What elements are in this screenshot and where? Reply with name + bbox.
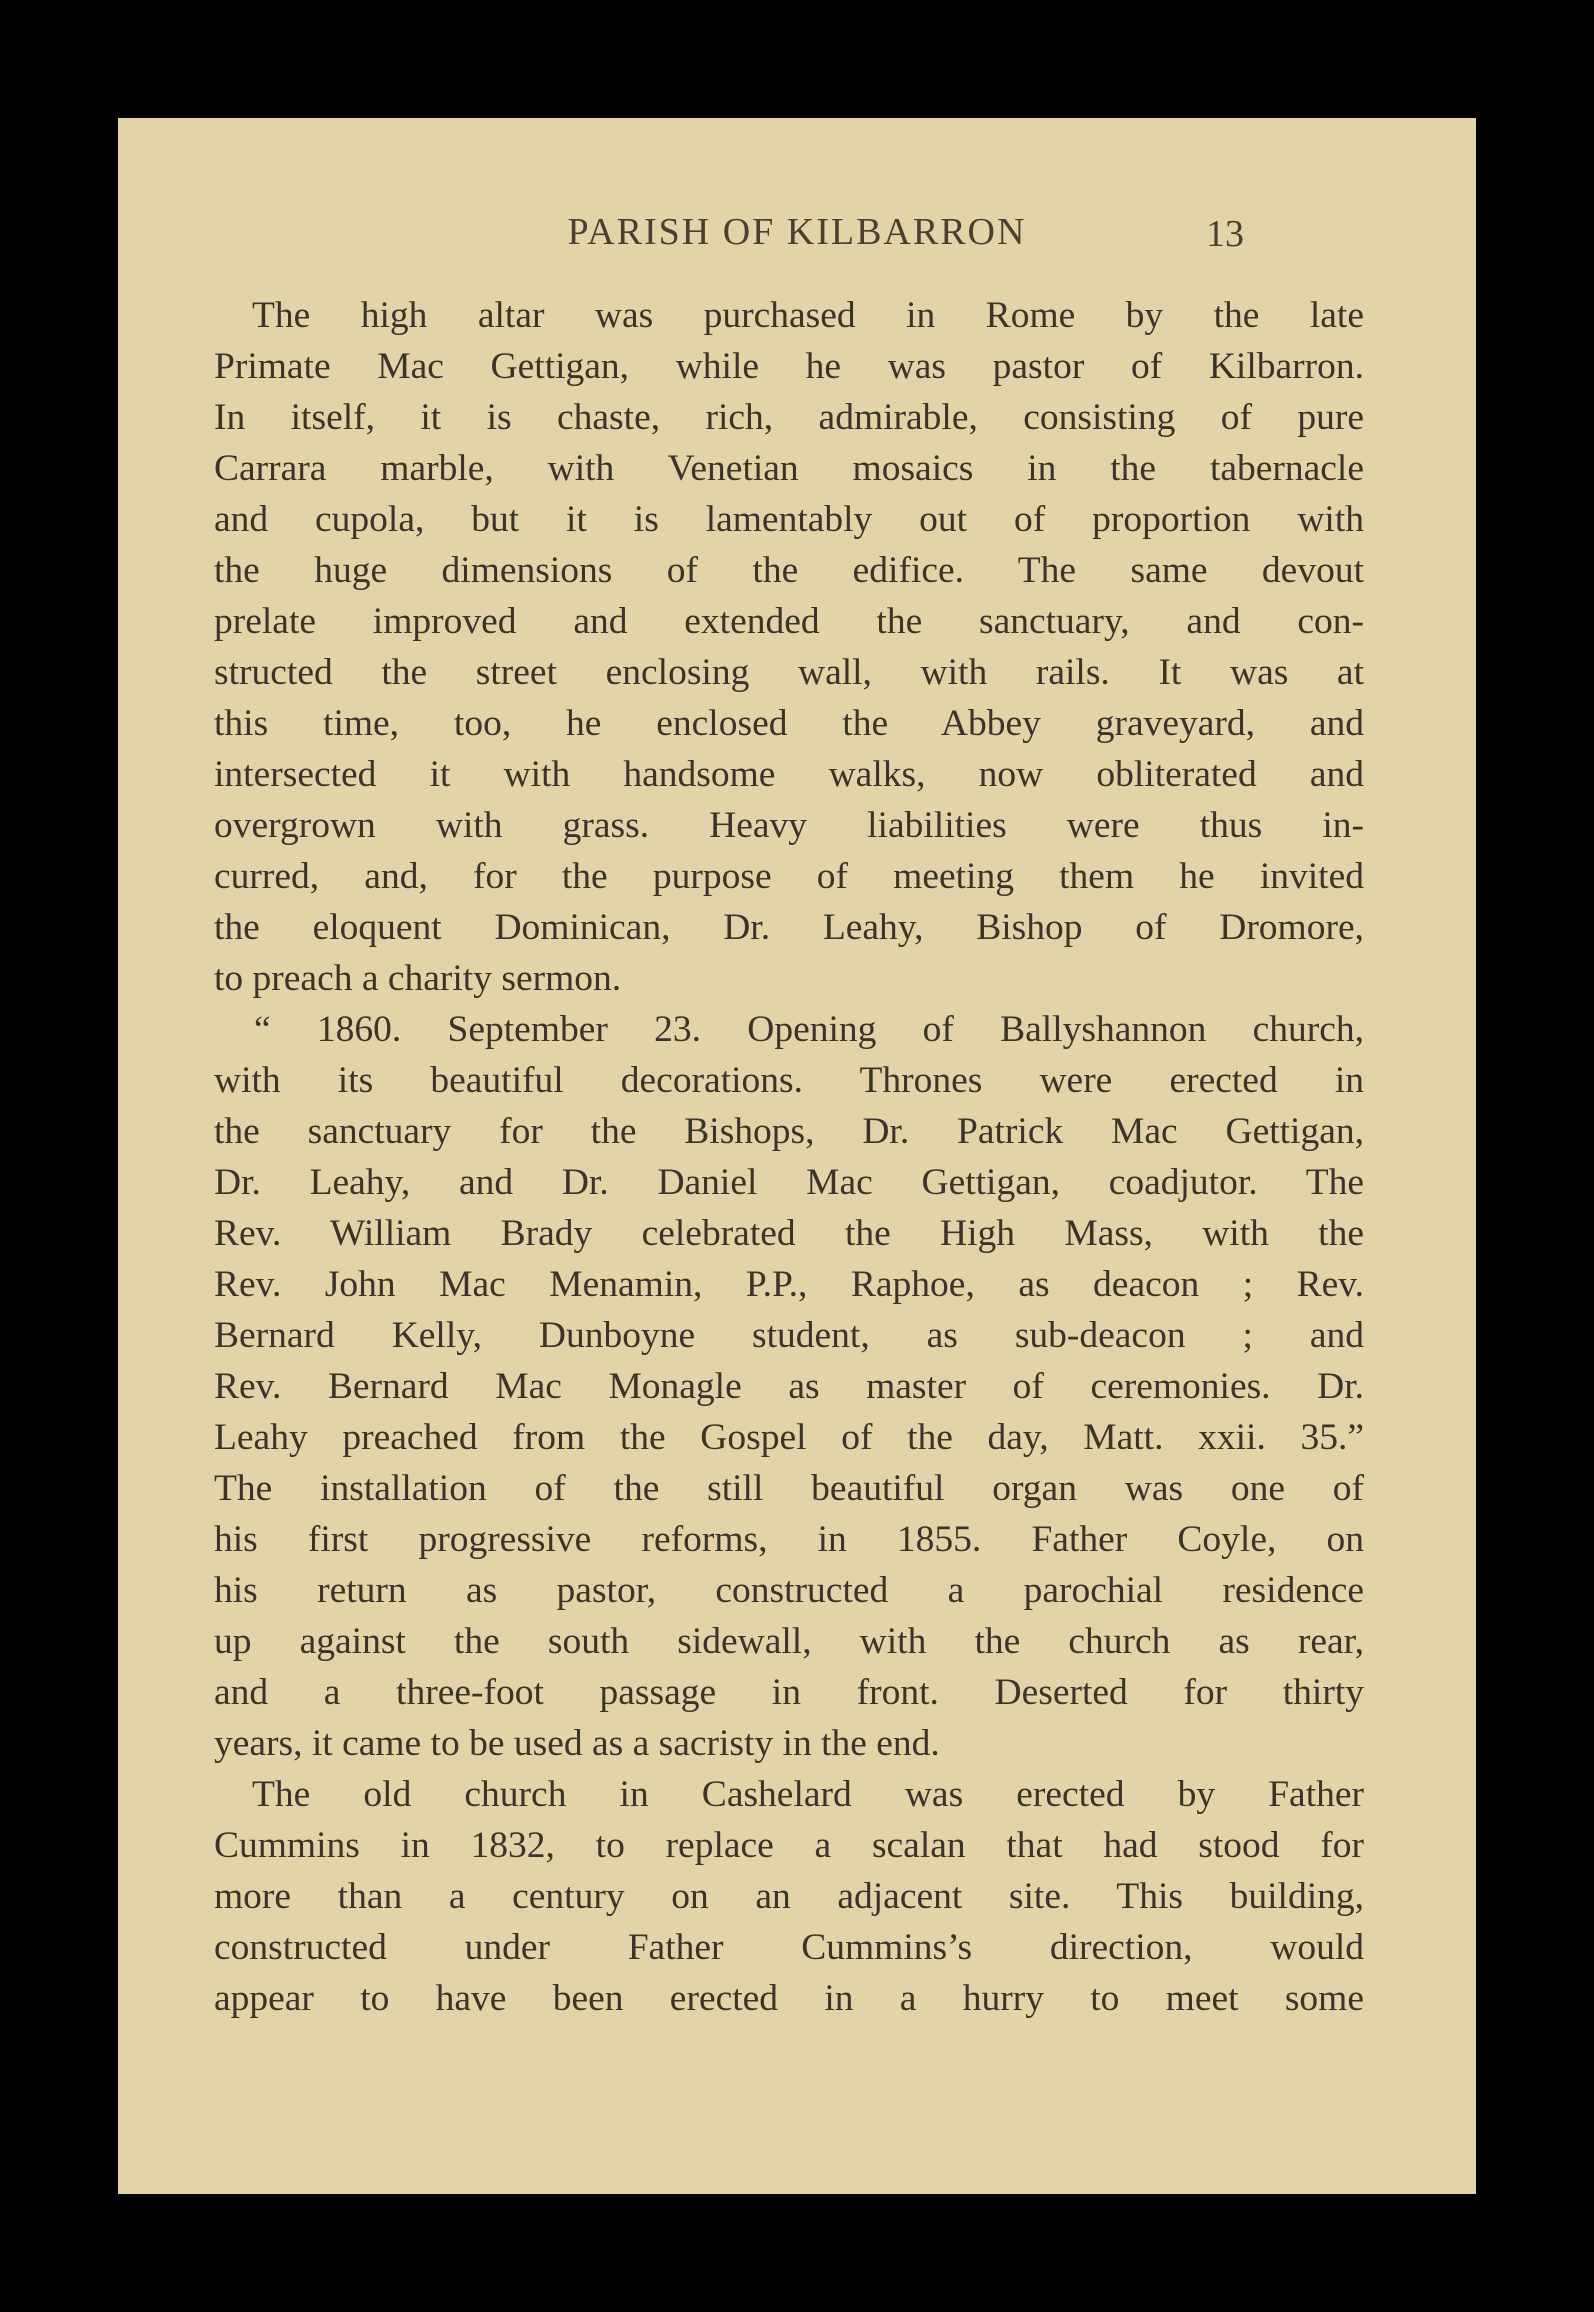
text-line: this time, too, he enclosed the Abbey graveyard, and bbox=[214, 703, 1364, 744]
text-line: Dr. Leahy, and Dr. Daniel Mac Gettigan, coadjutor. The bbox=[214, 1162, 1364, 1203]
text-line: constructed under Father Cummins’s direction, would bbox=[214, 1927, 1364, 1968]
text-line: the eloquent Dominican, Dr. Leahy, Bishop of Dromore, bbox=[214, 907, 1364, 948]
text-line: appear to have been erected in a hurry to meet some bbox=[214, 1978, 1364, 2019]
book-page bbox=[118, 118, 1476, 2194]
text-line: to preach a charity sermon. bbox=[214, 958, 622, 999]
text-line: The installation of the still beautiful organ was one of bbox=[214, 1468, 1364, 1509]
text-line: Leahy preached from the Gospel of the day, Matt. xxii. 35.” bbox=[214, 1417, 1364, 1458]
body-text bbox=[214, 290, 1364, 2024]
text-line: “ 1860. September 23. Opening of Ballyshannon church, bbox=[254, 1009, 1364, 1050]
text-line: Rev. Bernard Mac Monagle as master of ceremonies. Dr. bbox=[214, 1366, 1364, 1407]
text-line: overgrown with grass. Heavy liabilities were thus in- bbox=[214, 805, 1364, 846]
text-line: intersected it with handsome walks, now obliterated and bbox=[214, 754, 1364, 795]
text-line: In itself, it is chaste, rich, admirable, consisting of pure bbox=[214, 397, 1364, 438]
text-line: more than a century on an adjacent site. This building, bbox=[214, 1876, 1364, 1917]
text-line: curred, and, for the purpose of meeting them he invited bbox=[214, 856, 1364, 897]
text-line: the huge dimensions of the edifice. The same devout bbox=[214, 550, 1364, 591]
text-line: his return as pastor, constructed a parochial residence bbox=[214, 1570, 1364, 1611]
text-line: prelate improved and extended the sanctuary, and con- bbox=[214, 601, 1364, 642]
running-head bbox=[118, 210, 1476, 270]
text-line: Cummins in 1832, to replace a scalan that had stood for bbox=[214, 1825, 1364, 1866]
text-line: structed the street enclosing wall, with rails. It was at bbox=[214, 652, 1364, 693]
text-line: years, it came to be used as a sacristy in the end. bbox=[214, 1723, 940, 1764]
text-line: Rev. William Brady celebrated the High Mass, with the bbox=[214, 1213, 1364, 1254]
page-header-title: PARISH OF KILBARRON bbox=[567, 211, 1027, 253]
text-line: the sanctuary for the Bishops, Dr. Patrick Mac Gettigan, bbox=[214, 1111, 1364, 1152]
page-number: 13 bbox=[1206, 213, 1244, 255]
text-line: The old church in Cashelard was erected by Father bbox=[252, 1774, 1364, 1815]
text-line: Bernard Kelly, Dunboyne student, as sub-deacon ; and bbox=[214, 1315, 1364, 1356]
text-line: up against the south sidewall, with the church as rear, bbox=[214, 1621, 1364, 1662]
text-line: his first progressive reforms, in 1855. Father Coyle, on bbox=[214, 1519, 1364, 1560]
text-line: and a three-foot passage in front. Deserted for thirty bbox=[214, 1672, 1364, 1713]
text-line: and cupola, but it is lamentably out of proportion with bbox=[214, 499, 1364, 540]
text-line: Rev. John Mac Menamin, P.P., Raphoe, as deacon ; Rev. bbox=[214, 1264, 1364, 1305]
text-line: Carrara marble, with Venetian mosaics in the tabernacle bbox=[214, 448, 1364, 489]
text-line: Primate Mac Gettigan, while he was pastor of Kilbarron. bbox=[214, 346, 1364, 387]
text-line: The high altar was purchased in Rome by the late bbox=[252, 295, 1364, 336]
text-line: with its beautiful decorations. Thrones were erected in bbox=[214, 1060, 1364, 1101]
